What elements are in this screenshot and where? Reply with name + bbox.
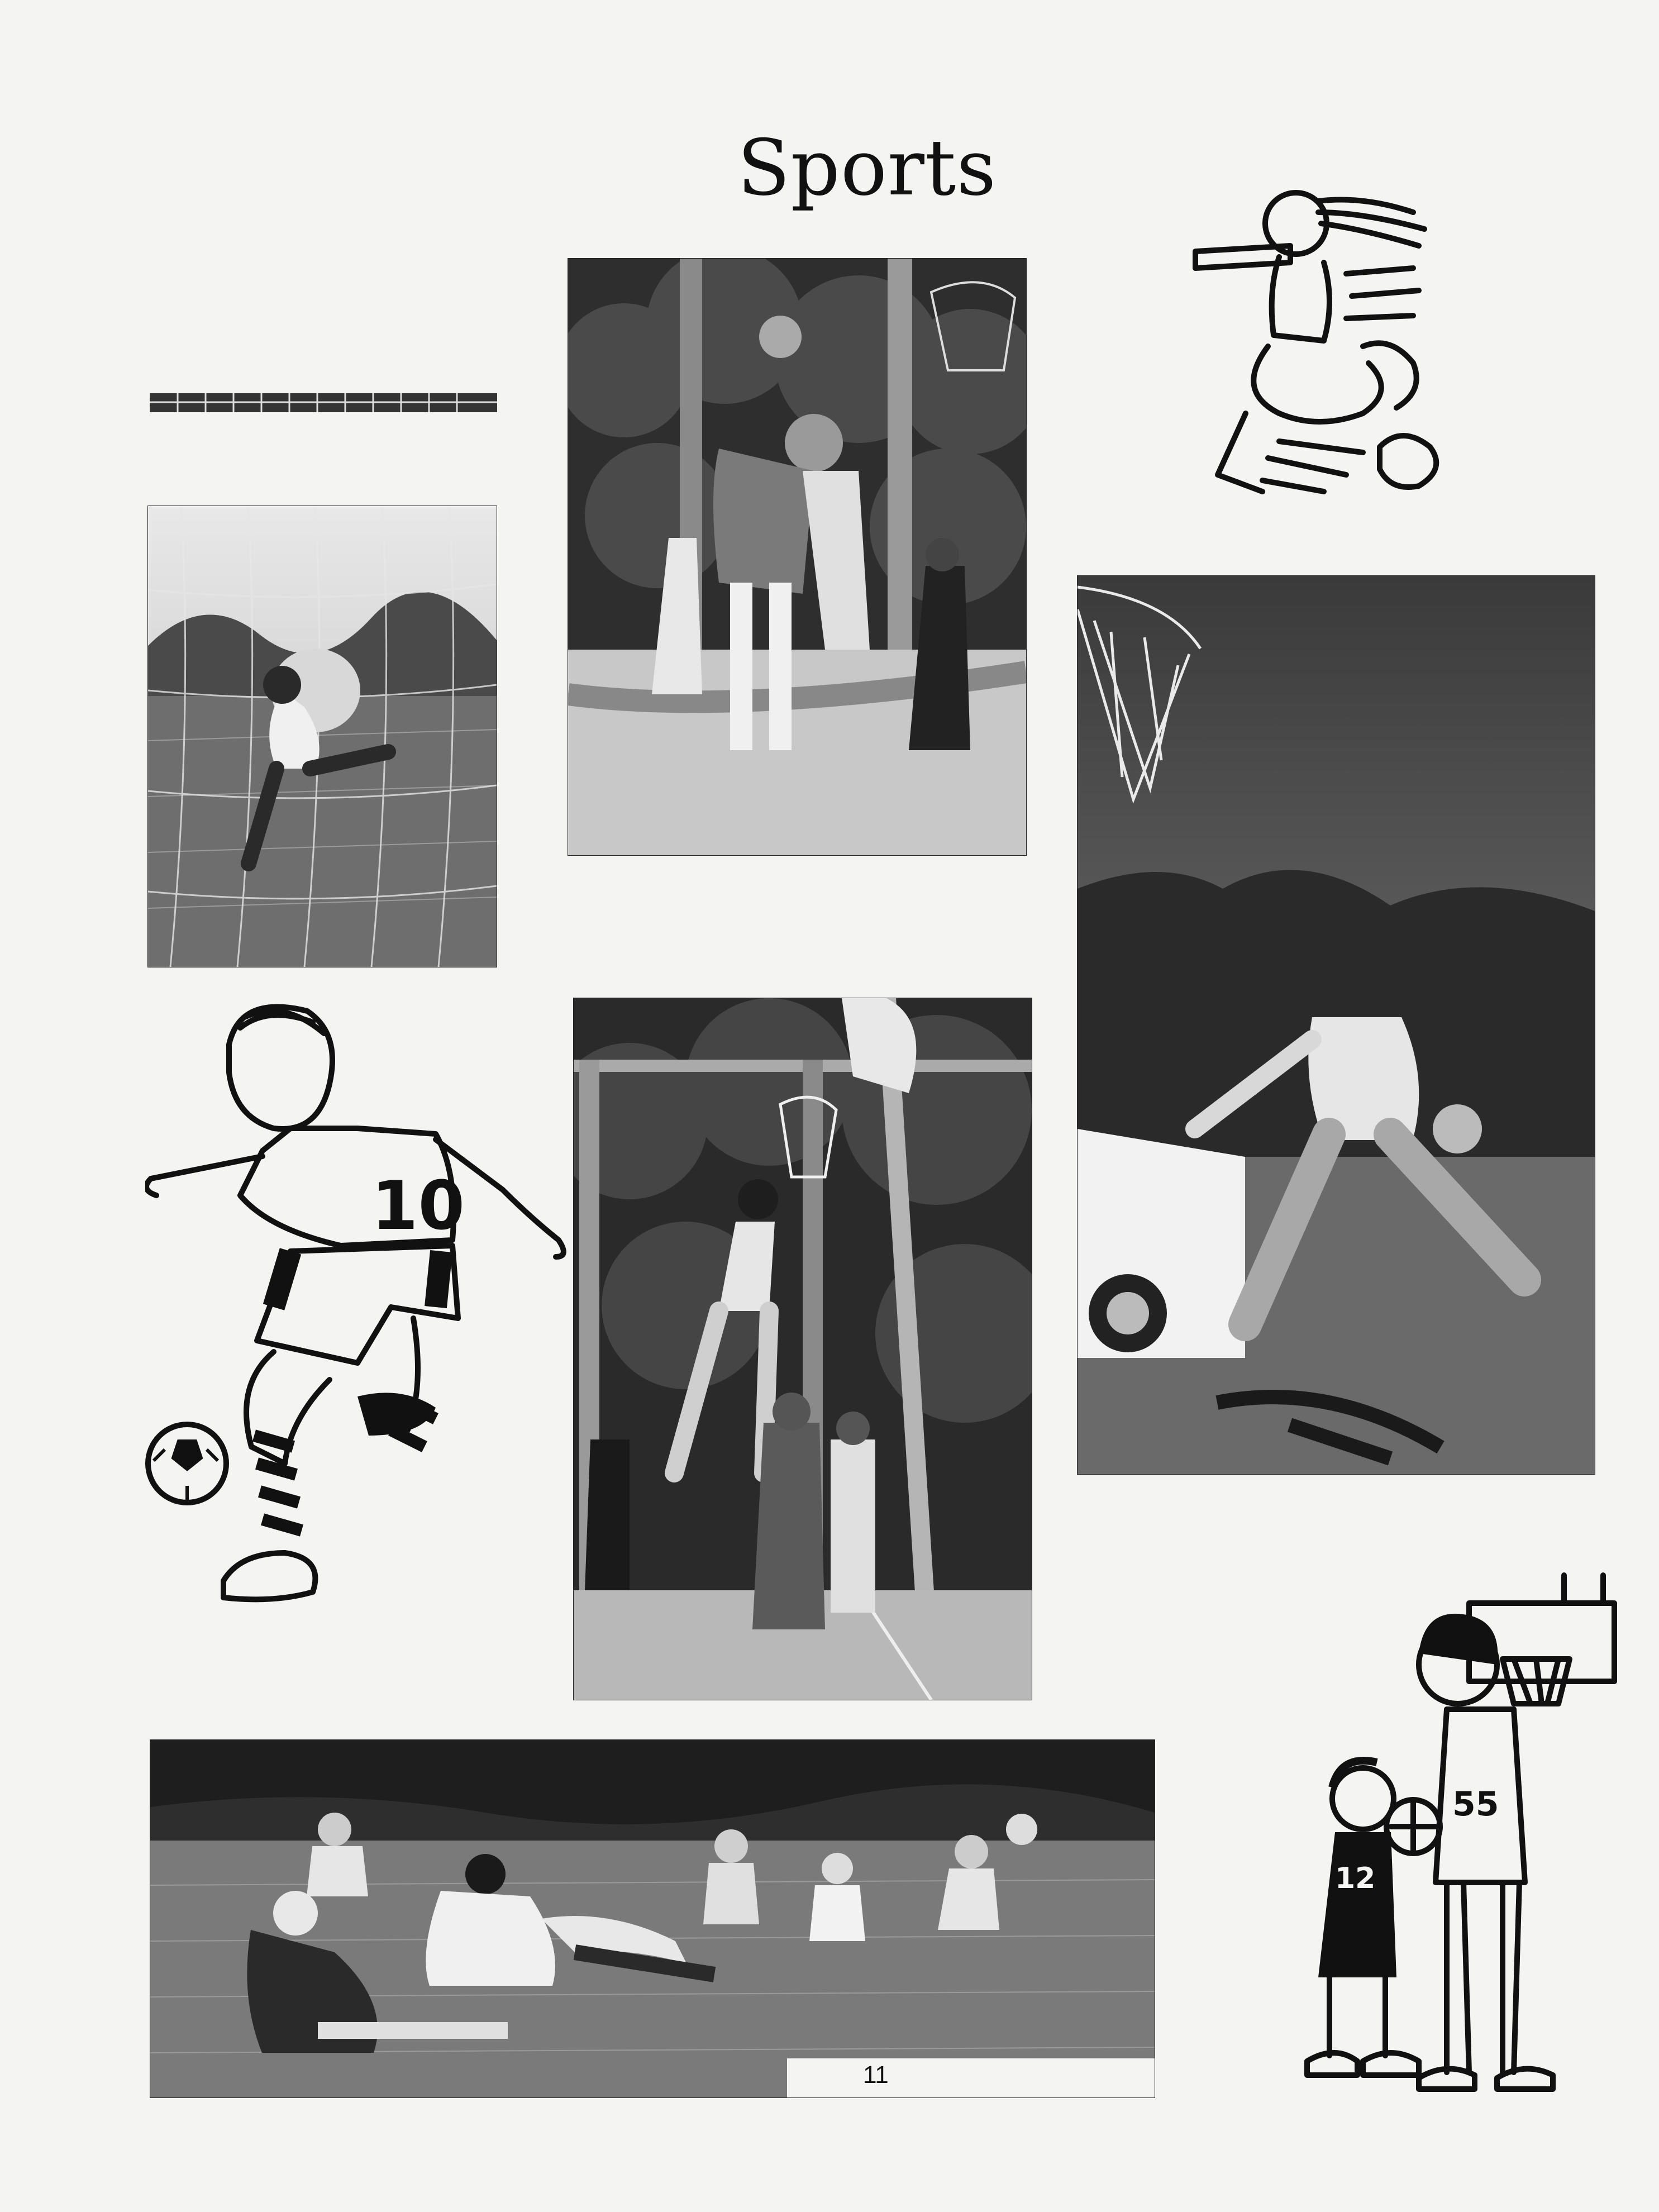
illustration-basketball-players (1279, 1570, 1625, 2106)
illustration-runner (1179, 179, 1458, 514)
jersey-number-12: 12 (1335, 1862, 1376, 1895)
photo-jump-shot (1077, 575, 1595, 1475)
jersey-number-55: 55 (1452, 1785, 1499, 1824)
soccer-goal-crossbar (150, 391, 497, 416)
photo-field-stretching (150, 1739, 1155, 2098)
photo-soccer-goal (147, 506, 497, 967)
photo-basketball-court (568, 258, 1027, 856)
photo-hoop-jump (573, 998, 1032, 1700)
page-number: 11 (863, 2061, 889, 2089)
page-title: Sports (737, 123, 997, 213)
jersey-number-10: 10 (371, 1167, 465, 1245)
illustration-soccer-player (145, 994, 570, 1631)
